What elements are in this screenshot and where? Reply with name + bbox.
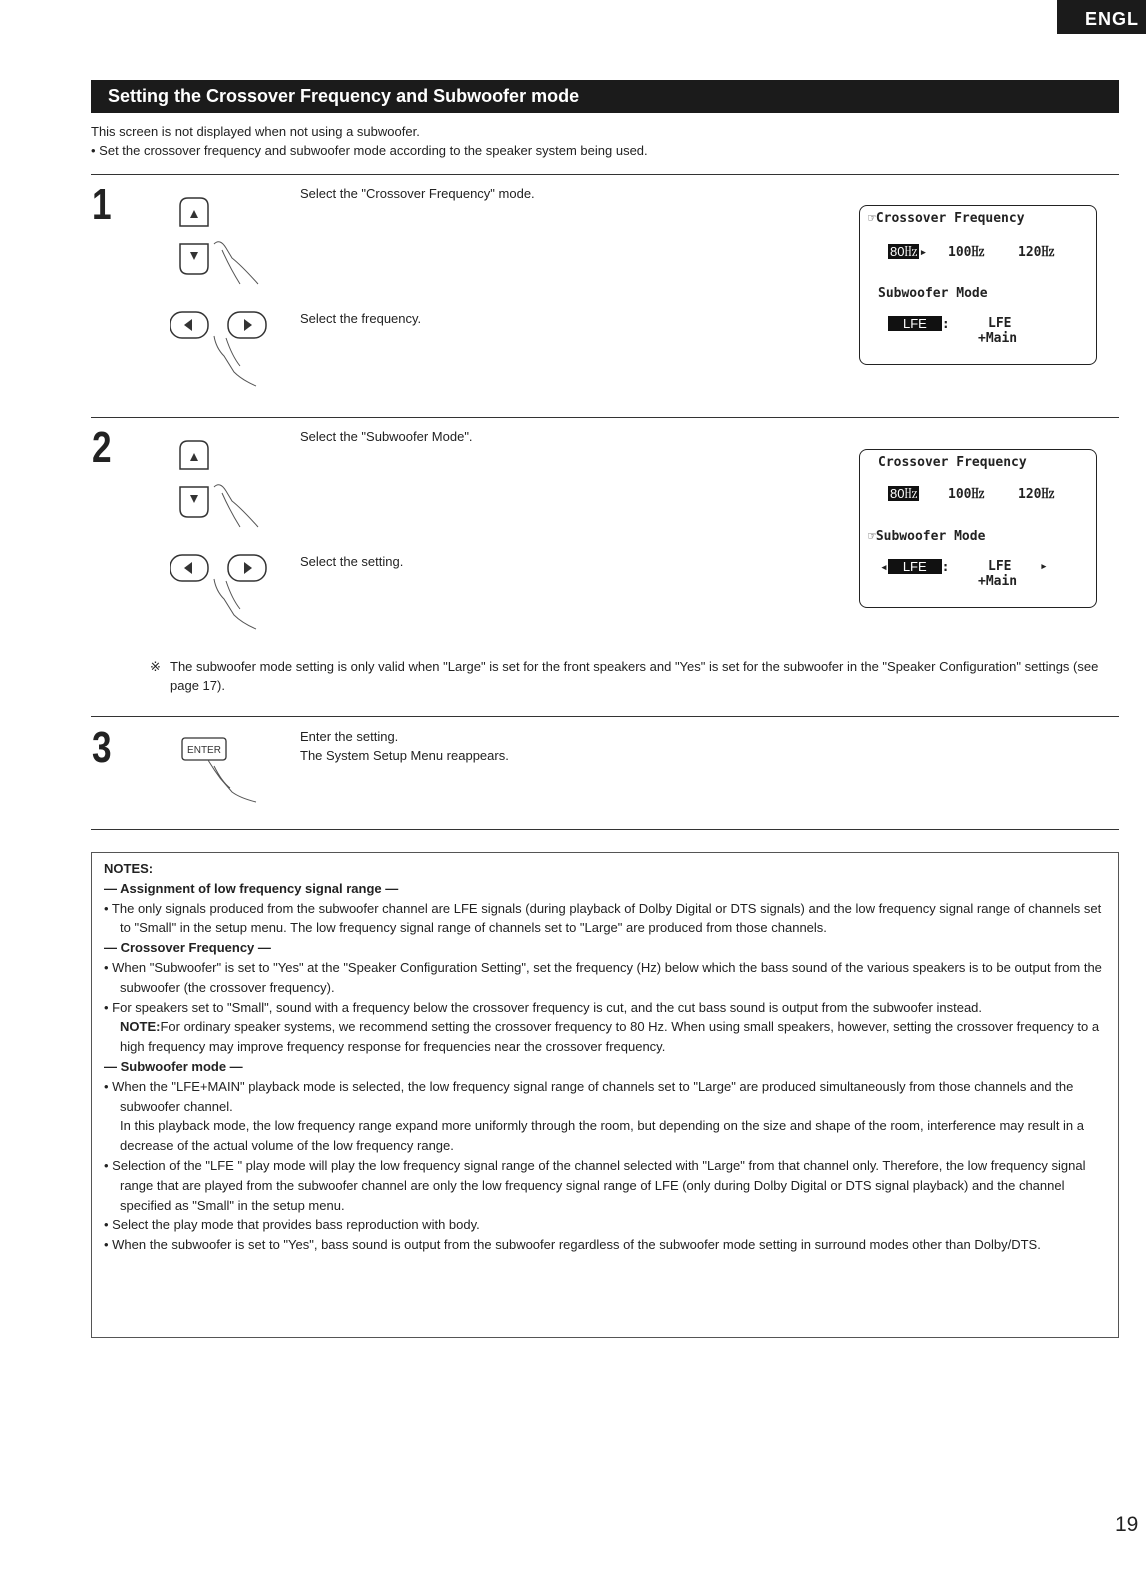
language-tab: ENGL [1057,0,1146,34]
notes-bullet: • Select the play mode that provides bass reproduction with body. [104,1217,480,1233]
notes-section-title: — Assignment of low frequency signal range — [104,880,399,896]
section-title: Setting the Crossover Frequency and Subwoofer mode [91,80,1119,113]
notes-section-title: — Subwoofer mode — [104,1058,243,1074]
subwoofer-option-lfe: LFE [988,559,1012,574]
note-label: NOTE: [120,1019,161,1035]
notes-bullet: • When "Subwoofer" is set to "Yes" at the "Speaker Configuration Setting", set the frequency (Hz) below which the bass sound of the various speakers is to be output from the subwoofer (the crossover frequency). [104,959,1102,995]
notes-bullet: • When the "LFE+MAIN" playback mode is selected, the low frequency signal range of channels set to "Large" are produced simultaneously from those channels and the subwoofer channel. [104,1078,1074,1114]
intro-line: This screen is not displayed when not using a subwoofer. [91,124,420,139]
frequency-100: 100㎐ [948,487,985,502]
page-number: 19 [1115,1513,1139,1536]
right-arrow-icon: ▸ [1040,559,1048,574]
enter-label: ENTER [187,745,221,756]
osd-subtitle: ☞Subwoofer Mode [868,529,986,544]
frequency-120: 120㎐ [1018,245,1055,260]
step-number: 1 [92,180,112,229]
notes-box [91,852,1119,1338]
osd-selected-frequency [888,483,919,502]
osd-title: Crossover Frequency [878,455,1027,470]
step-instruction: Select the frequency. [300,311,422,326]
osd-screen-subwoofer [859,449,1097,608]
note-text: For ordinary speaker systems, we recommend setting the crossover frequency to 80 Hz. When using small speakers, however, setting the crossover frequency to a high frequency may improve frequency response for frequencies near the crossover frequency. [120,1019,1100,1055]
osd-screen-crossover [859,205,1097,365]
reference-mark: ※ [150,659,161,674]
divider [91,417,1119,418]
divider [91,716,1119,717]
osd-title: ☞Crossover Frequency [868,211,1025,226]
divider [91,174,1119,175]
notes-bullet: • For speakers set to "Small", sound with a frequency below the crossover frequency is cut, and the cut bass sound is output from the subwoofer instead. [104,999,983,1015]
notes-bullet: • The only signals produced from the subwoofer channel are LFE signals (during playback of Dolby Digital or DTS signals) and the low frequency signal range of channels set to "Small" in the setup menu. The low frequency signal range of channels set to "Large" are produced from those channels. [104,900,1102,936]
footnote-text: The subwoofer mode setting is only valid when "Large" is set for the front speakers and "Yes" is set for the subwoofer in the "Speaker Configuration" settings (see page 17). [170,659,1099,693]
intro-bullet: • Set the crossover frequency and subwoofer mode according to the speaker system being used. [91,143,648,158]
step-instruction: The System Setup Menu reappears. [300,748,509,763]
right-arrow-icon: ▸ [919,245,928,260]
frequency-80: 80㎐ [890,486,918,501]
enter-button-icon [180,736,260,806]
osd-selected-frequency [888,241,927,260]
step-number: 2 [92,423,112,472]
colon: : [941,317,950,332]
step-number: 3 [92,723,112,772]
frequency-80: 80㎐ [890,244,918,259]
notes-heading: NOTES: [104,861,154,876]
subwoofer-lfe-selected: LFE [888,316,942,331]
step-instruction: Select the setting. [300,554,404,569]
step-instruction: Enter the setting. [300,729,399,744]
subwoofer-option-main: +Main [978,574,1018,589]
notes-bullet: • When the subwoofer is set to "Yes", bass sound is output from the subwoofer regardless of the subwoofer mode setting in surround modes other than Dolby/DTS. [104,1237,1041,1253]
notes-note [104,1017,1106,1057]
osd-subwoofer-row [888,316,950,332]
subwoofer-option-lfe: LFE [988,316,1012,331]
osd-subwoofer-row [880,559,950,575]
notes-bullet: • Selection of the "LFE " play mode will play the low frequency signal range of the channel selected with "Large" from that channel only. Therefore, the low frequency signal range that are played from the subwoofer channel are only the low frequency signal range of LFE (only during Dolby Digital or DTS signal playback) and the channel specified as "Small" in the setup menu. [104,1157,1086,1213]
colon: : [941,560,950,575]
notes-continuation: In this playback mode, the low frequency range expand more uniformly through the room, but depending on the size and shape of the room, interference may result in a decrease of the actual volume of the low frequency range. [120,1118,1085,1154]
intro-text [91,122,648,160]
subwoofer-option-main: +Main [978,331,1018,346]
step-instruction: Select the "Subwoofer Mode". [300,429,473,444]
subwoofer-lfe-selected: LFE [888,559,942,574]
frequency-100: 100㎐ [948,245,985,260]
up-down-buttons-icon [170,188,270,388]
footnote [150,657,1125,695]
osd-subtitle: Subwoofer Mode [878,286,988,301]
notes-section-title: — Crossover Frequency — [104,940,271,956]
divider [91,829,1119,830]
left-arrow-icon: ◂ [880,560,888,575]
up-down-buttons-icon [170,431,270,631]
step-instruction: Select the "Crossover Frequency" mode. [300,186,535,201]
frequency-120: 120㎐ [1018,487,1055,502]
